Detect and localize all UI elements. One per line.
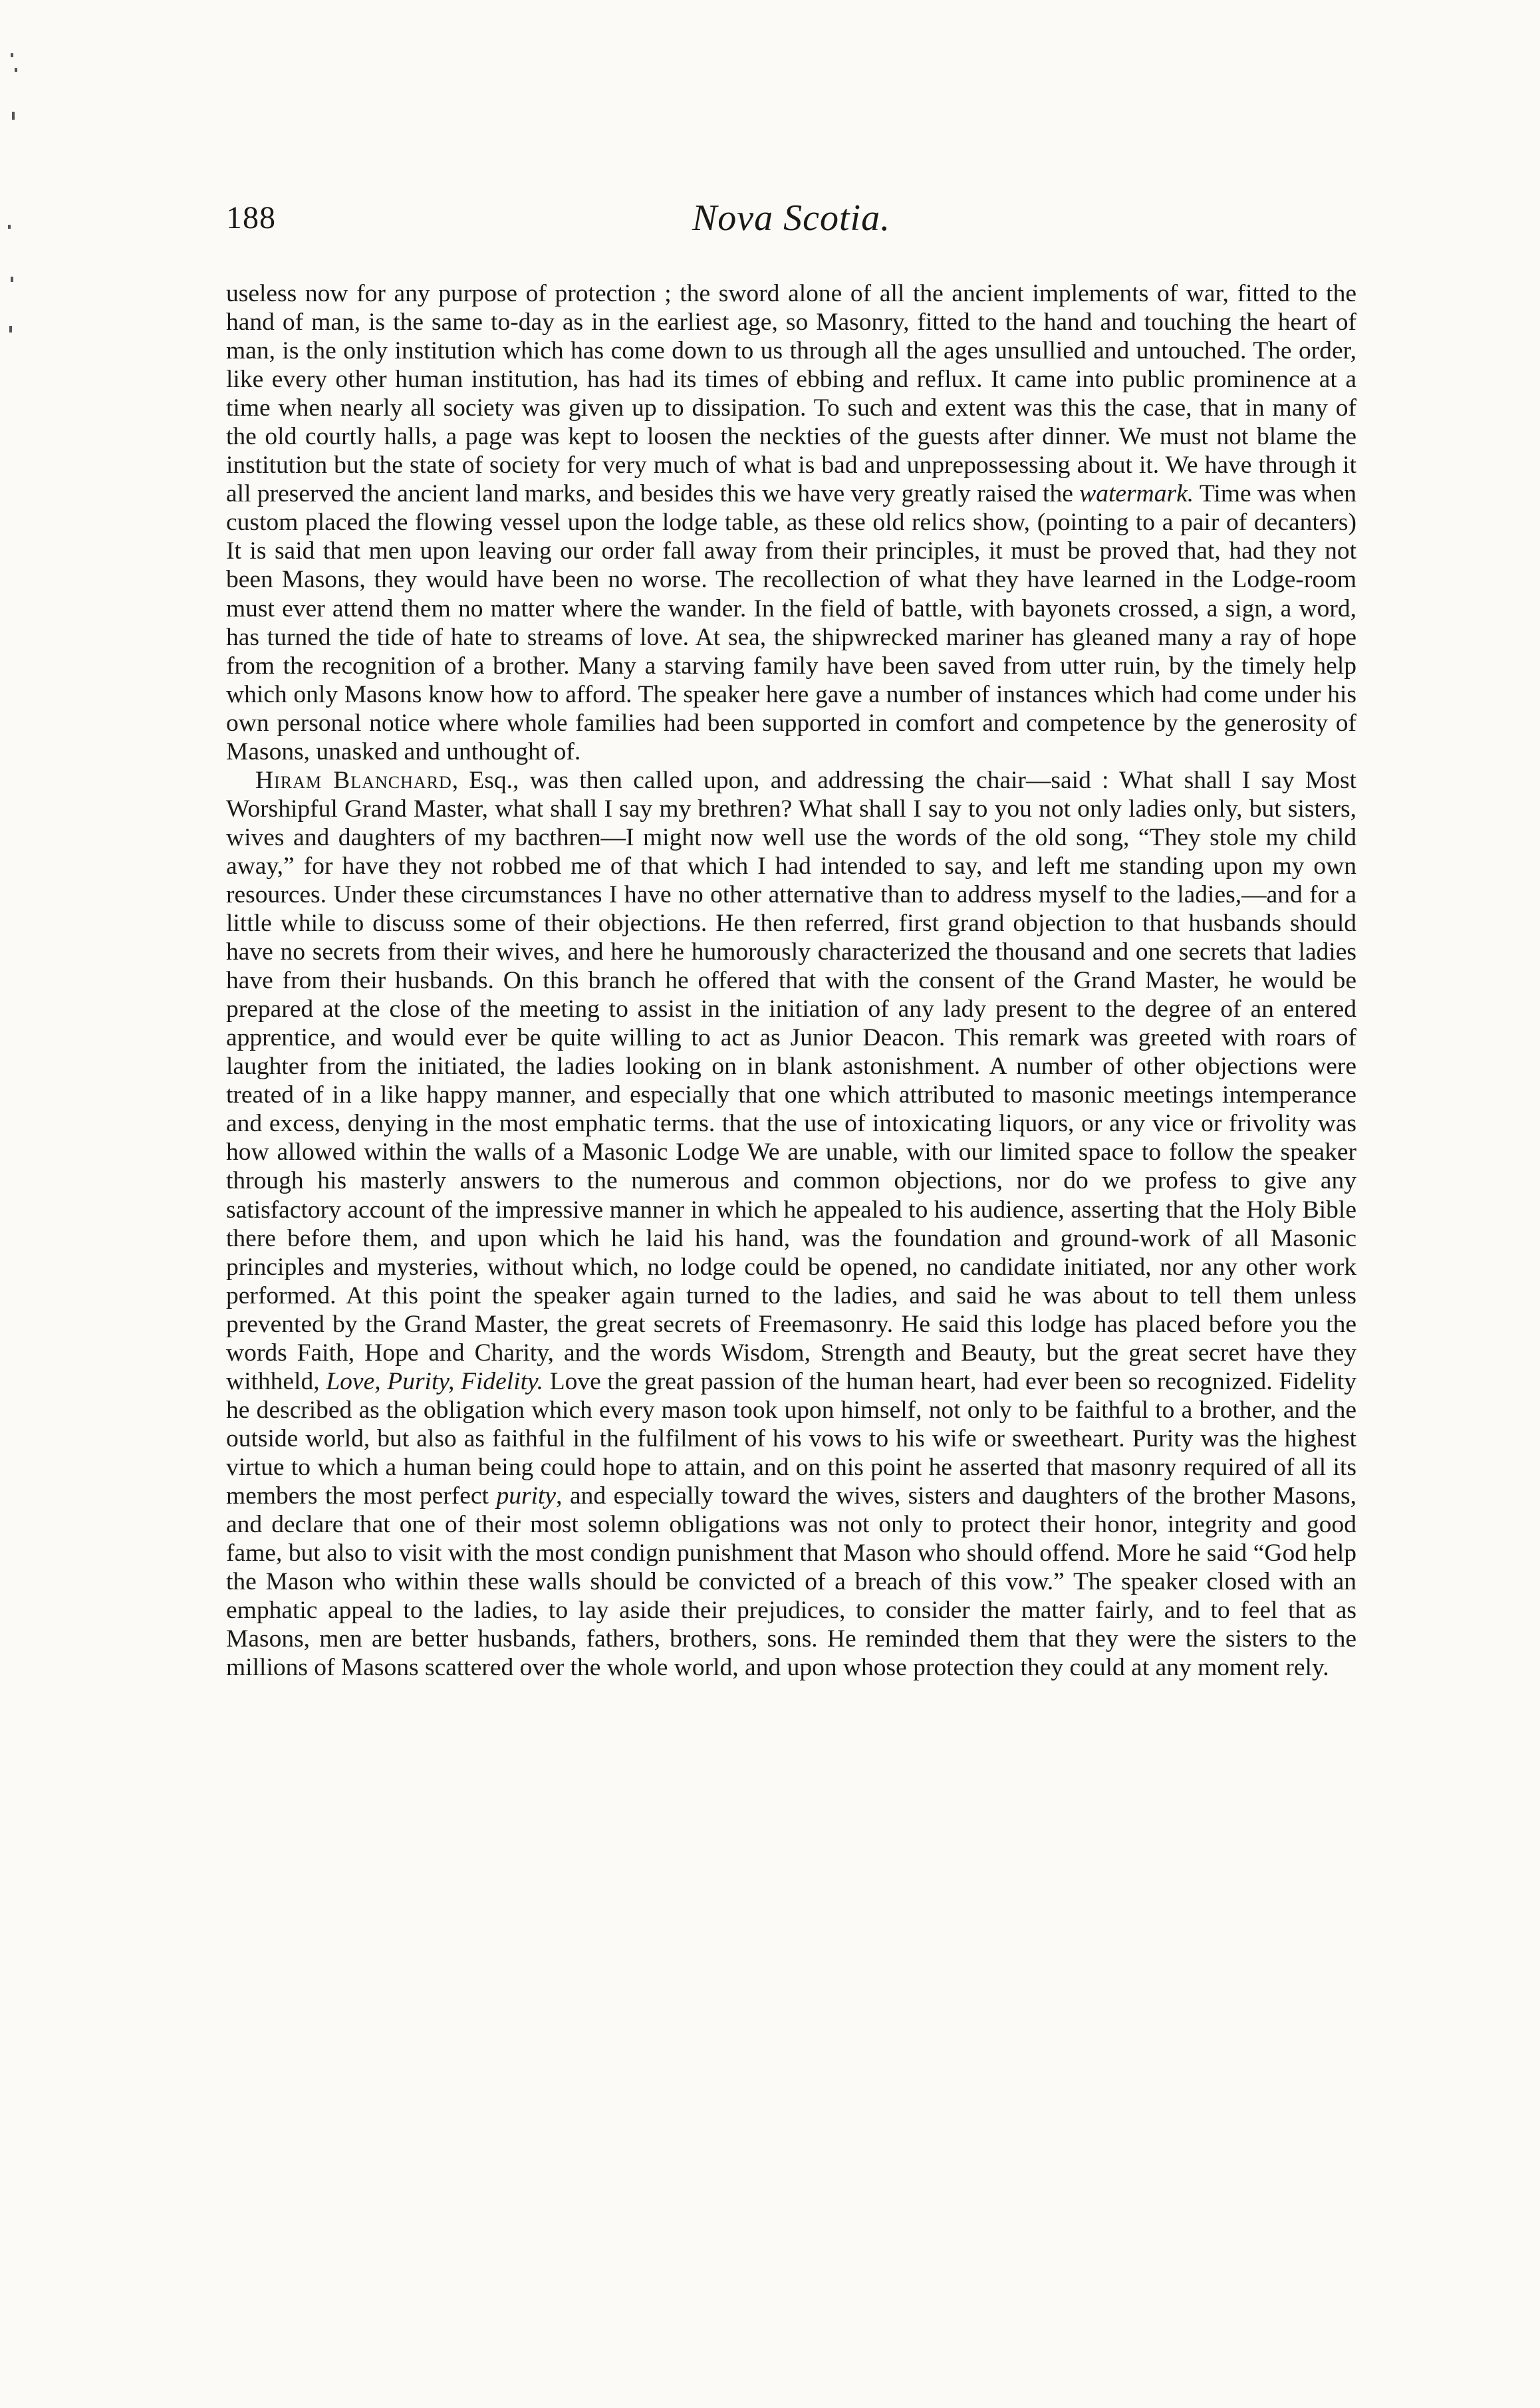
margin-marks bbox=[5, 53, 25, 333]
italic-run: watermark. bbox=[1079, 480, 1194, 508]
running-title: Nova Scotia. bbox=[692, 198, 891, 239]
paragraph bbox=[226, 766, 1356, 1682]
speaker-name: Hiram Blanchard bbox=[255, 766, 452, 794]
page-header bbox=[226, 200, 1356, 259]
italic-run: purity bbox=[496, 1482, 557, 1510]
book-page bbox=[226, 200, 1356, 1682]
text-run: Time was when custom placed the flowing vessel upon the lodge table, as these old relics show, (pointing to a pair of decanters) It is said that men upon leaving our order fall away from their principles, it must be proved that, had they not been Masons, they would have been no worse. The recollection of what they have learned in the Lodge-room must ever attend them no matter where the wander. In the field of battle, with bayonets crossed, a sign, a word, has turned the tide of hate to streams of love. At sea, the shipwrecked mariner has gleaned many a ray of hope from the recognition of a brother. Many a starving family have been saved from utter ruin, by the timely help which only Masons know how to afford. The speaker here gave a number of instances which had come under his own personal notice where whole families had been supported in comfort and competence by the generosity of Masons, unasked and unthought of. bbox=[226, 480, 1356, 765]
body-text bbox=[226, 279, 1356, 1682]
text-run: useless now for any purpose of protection ; the sword alone of all the ancient implements of war, fitted to the hand of man, is the same to-day as in the earliest age, so Masonry, fitted to the hand and touching the heart of man, is the only institution which has come down to us through all the ages unsullied and untouched. The order, like every other human institution, has had its times of ebbing and reflux. It came into public prominence at a time when nearly all society was given up to dissipation. To such and extent was this the case, that in many of the old courtly halls, a page was kept to loosen the neckties of the guests after dinner. We must not blame the institution but the state of society for very much of what is bad and unprepossessing about it. We have through it all preserved the ancient land marks, and besides this we have very greatly raised the bbox=[226, 280, 1356, 508]
text-run: , Esq., was then called upon, and addressing the chair—said : What shall I say Most Worshipful Grand Master, what shall I say my brethren? What shall I say to you not only ladies only, but sisters, wives and daughters of my bacthren—I might now well use the words of the old song, “They stole my child away,” for have they not robbed me of that which I had intended to say, and left me standing upon my own resources. Under these circumstances I have no other atternative than to address myself to the ladies,—and for a little while to discuss some of their objections. He then referred, first grand objection to that husbands should have no secrets from their wives, and here he humorously characterized the thousand and one secrets that ladies have from their husbands. On this branch he offered that with the consent of the Grand Master, he would be prepared at the close of the meeting to assist in the initiation of any lady present to the degree of an entered apprentice, and would ever be quite willing to act as Junior Deacon. This remark was greeted with roars of laughter from the initiated, the ladies looking on in blank astonishment. A number of other objections were treated of in a like happy manner, and especially that one which attributed to masonic meetings intemperance and excess, denying in the most emphatic terms. that the use of intoxicating liquors, or any vice or frivolity was how allowed within the walls of a Masonic Lodge We are unable, with our limited space to follow the speaker through his masterly answers to the numerous and common objections, nor do we profess to give any satisfactory account of the impressive manner in which he appealed to his audience, asserting that the Holy Bible there before them, and upon which he laid his hand, was the foundation and ground-work of all Masonic principles and mysteries, without which, no lodge could be opened, no candidate initiated, nor any other work performed. At this point the speaker again turned to the ladies, and said he was about to tell them unless prevented by the Grand Master, the great secrets of Freemasonry. He said this lodge has placed before you the words Faith, Hope and Charity, and the words Wisdom, Strength and Beauty, but the great secret have they withheld, bbox=[226, 766, 1357, 1395]
text-run: Love the great passion of the human heart, had ever been so recognized. Fidelity he described as the obligation which every mason took upon himself, not only to be faithful to a brother, and the outside world, but also as faithful in the fulfilment of his vows to his wife or sweetheart. Purity was the highest virtue to which a human being could hope to attain, and on this point he asserted that masonry required of all its members the most perfect bbox=[226, 1367, 1356, 1510]
text-run: , and especially toward the wives, sisters and daughters of the brother Masons, and declare that one of their most solemn obligations was not only to protect their honor, integrity and good fame, but also to visit with the most condign punishment that Mason who should offend. More he said “God help the Mason who within these walls should be convicted of a breach of this vow.” The speaker closed with an emphatic appeal to the ladies, to lay aside their prejudices, to consider the matter fairly, and to feel that as Masons, men are better husbands, fathers, brothers, sons. He reminded them that they were the sisters to the millions of Masons scattered over the whole world, and upon whose protection they could at any moment rely. bbox=[226, 1482, 1356, 1682]
page-number: 188 bbox=[226, 200, 276, 235]
italic-run: Love, Purity, Fidelity. bbox=[326, 1367, 543, 1395]
paragraph bbox=[226, 279, 1356, 766]
